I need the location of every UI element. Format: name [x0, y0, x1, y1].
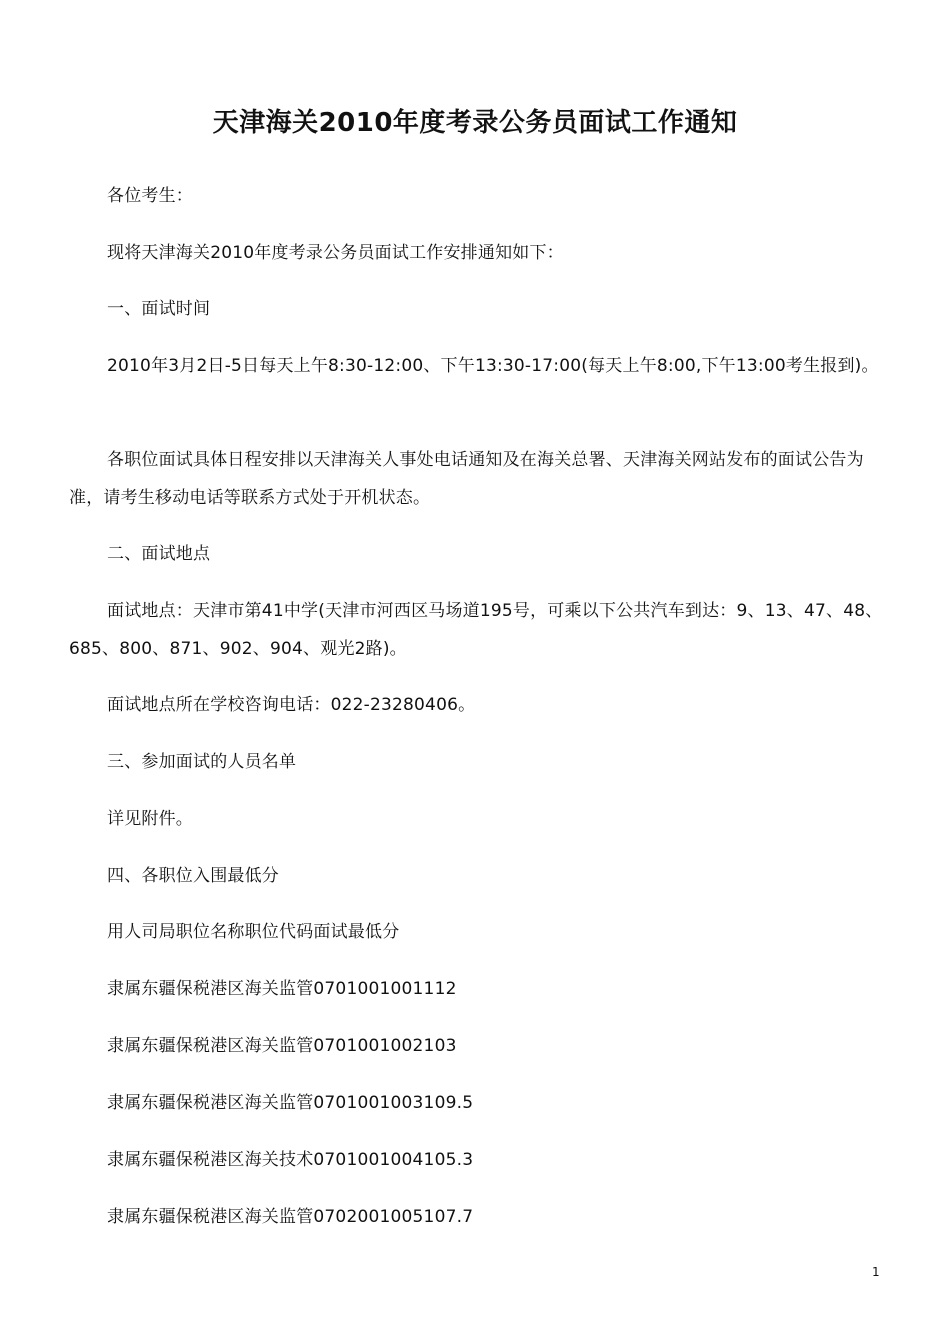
score-row: 隶属东疆保税港区海关监管0701001003109.5	[107, 1093, 474, 1113]
paragraph-salutation: 各位考生：	[107, 186, 193, 206]
section-heading-time: 一、面试时间	[107, 299, 211, 319]
page-number: 1	[872, 1265, 880, 1279]
score-row: 隶属东疆保税港区海关监管0702001005107.7	[107, 1207, 474, 1227]
document-title: 天津海关2010年度考录公务员面试工作通知	[212, 108, 738, 138]
paragraph-intro: 现将天津海关2010年度考录公务员面试工作安排通知如下：	[107, 243, 564, 263]
section-heading-location: 二、面试地点	[107, 544, 211, 564]
section-heading-candidates: 三、参加面试的人员名单	[107, 752, 297, 772]
paragraph-attachment-note: 详见附件。	[107, 809, 193, 829]
section-heading-min-scores: 四、各职位入围最低分	[107, 866, 279, 886]
score-row: 隶属东疆保税港区海关监管0701001001112	[107, 979, 457, 999]
paragraph-contact-phone: 面试地点所在学校咨询电话：022-23280406。	[107, 695, 476, 715]
score-row: 隶属东疆保税港区海关技术0701001004105.3	[107, 1150, 474, 1170]
paragraph-location-detail: 面试地点：天津市第41中学(天津市河西区马场道195号，可乘以下公共汽车到达：9、13、47、48、685、800、871、902、904、观光2路)。	[69, 601, 883, 659]
score-row: 隶属东疆保税港区海关监管0701001002103	[107, 1036, 457, 1056]
paragraph-schedule-note: 各职位面试具体日程安排以天津海关人事处电话通知及在海关总署、天津海关网站发布的面试公告为准，请考生移动电话等联系方式处于开机状态。	[69, 450, 864, 508]
score-table-header: 用人司局职位名称职位代码面试最低分	[107, 922, 400, 942]
paragraph-time-detail: 2010年3月2日-5日每天上午8:30-12:00、下午13:30-17:00(每天上午8:00,下午13:00考生报到)。	[107, 356, 879, 376]
